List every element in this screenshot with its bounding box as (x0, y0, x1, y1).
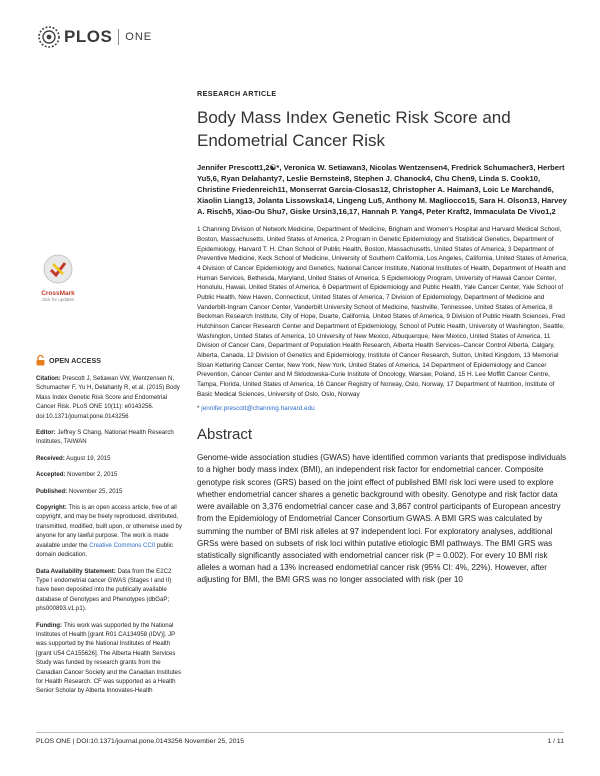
affiliations: 1 Channing Division of Network Medicine, Department of Medicine, Brigham and Women's Hospital and Harvard Medical School, Boston, Massachusetts, United States of America, 2 Program in Genetic Epidemiology and Statistical Genetics, Department of Epidemiology, Harvard T. H. Chan School of Public Health, Boston, Massachusetts, United States of America, 3 Department of Preventive Medicine, Keck School of Medicine, University of Southern California, Los Angeles, California, United States of America, 4 Division of Cancer Epidemiology and Genetics, National Cancer Institute, National Institutes of Health, Department of Health and Human Services, Bethesda, Maryland, United States of America, 5 Epidemiology Program, University of Hawaii Cancer Center, Honolulu, Hawaii, United States of America, 6 Department of Epidemiology and Public Health, Yale Cancer Center, Yale School of Public Health, New Haven, Connecticut, United States of America, 7 Division of Epidemiology, Department of Medicine and Vanderbilt-Ingram Cancer Center, Vanderbilt University School of Medicine, Nashville, Tennessee, United States of America, 8 Beckman Research Institute, City of Hope, Duarte, California, United States of America, 9 Division of Public Health Sciences, Fred Hutchinson Cancer Research Center and Department of Epidemiology, School of Public Health, University of Washington, Seattle, Washington, United States of America, 10 University of New Mexico, Albuquerque, New Mexico, United States of America, 11 Division of Cancer Care, Department of Population Health Research, Alberta Health Services–Cancer Control Alberta, Calgary, Alberta, Canada, 12 Division of Genetics and Epidemiology, Institute of Cancer Research, Sutton, United Kingdom, 13 Memorial Sloan Kettering Cancer Center, New York, New York, United States of America, 14 Department of Epidemiology and Cancer Prevention, Cancer Center and M Sklodowska-Curie Institute of Oncology, Warsaw, Poland, 15 H. Lee Moffitt Cancer Centre, Tampa, Florida, United States of America, 16 Cancer Registry of Norway, Oslo, Norway, 17 Department of Nutrition, Institute of Basic Medical Sciences, University of Oslo, Oslo, Norway (197, 226, 568, 398)
crossmark-badge[interactable] (36, 254, 80, 302)
accepted-label: Accepted: (36, 471, 66, 479)
copyright-label: Copyright: (36, 504, 67, 512)
article-main (197, 89, 569, 587)
funding-label: Funding: (36, 621, 63, 629)
received-date: August 19, 2015 (66, 454, 111, 462)
editor-label: Editor: (36, 429, 56, 437)
editor-text: Jeffrey S Chang, National Health Research Institutes, TAIWAN (36, 429, 174, 446)
accepted-date: November 2, 2015 (67, 471, 118, 479)
funding-text: This work was supported by the National Institutes of Health [grant R01 CA134958 (IDV)]. JP was supported by the National Institutes of Health [grant U54 CA155626]. The Alberta Health Services Study was funded by research grants from the Canadian Cancer Society and the Canadian Institutes for Health Research. CF was supported as a Health Senior Scholar by Alberta Innovates-Health (36, 621, 181, 695)
data-availability-block (36, 567, 184, 614)
corresponding-email (197, 405, 569, 412)
copyright-tail: public domain dedication. (36, 541, 173, 559)
published-label: Published: (36, 487, 68, 495)
crossmark-label: CrossMark (41, 290, 75, 297)
article-title: Body Mass Index Genetic Risk Score and Endometrial Cancer Risk (197, 108, 511, 150)
crossmark-icon (43, 254, 73, 284)
citation-text: Prescott J, Setiawan VW, Wentzensen N, Schumacher F, Yu H, Delahanty R, et al. (2015) Body Mass Index Genetic Risk Score and Endometrial Cancer Risk. PLoS ONE 10(11): e0143256. doi:10.1371/journal.pone.0143256 (36, 375, 180, 420)
article-type-label: RESEARCH ARTICLE (197, 89, 277, 98)
page-number: 1 / 11 (547, 738, 564, 745)
accepted-block (36, 470, 184, 479)
crossmark-sub: click for updates (41, 297, 75, 302)
email-link[interactable]: jennifer.prescott@channing.harvard.edu (201, 405, 315, 413)
plos-wordmark: PLOS (64, 27, 113, 46)
abstract-text: Genome-wide association studies (GWAS) have identified common variants that predispose individuals to a higher body mass index (BMI), an independent risk factor for endometrial cancer. Composite genotype risk scores (GRS) based on the joint effect of published BMI risk loci were used to explore whether endometrial cancer shares a genetic background with obesity. Genotype and risk factor data were available on 3,376 endometrial cancer case and 3,867 control participants of European ancestry from the Epidemiology of Endometrial Cancer Consortium GWAS. A BMI GRS was calculated by summing the number of BMI risk alleles at 97 independent loci. For exploratory analyses, additional GRSs were based on subsets of risk loci within putative etiologic BMI pathways. The BMI GRS was statistically significantly associated with endometrial cancer risk (P = 0.002). For every 10 BMI risk alleles a woman had a 13% increased endometrial cancer risk (95% CI: 4%, 22%). However, after adjusting for BMI, the BMI GRS was no longer associated with risk (per 10 (197, 453, 567, 585)
journal-name: ONE (125, 31, 153, 43)
footer-citation: PLOS ONE | DOI:10.1371/journal.pone.0143256 November 25, 2015 (36, 738, 245, 745)
funding-block (36, 621, 184, 696)
page-footer (36, 732, 564, 749)
cc0-link[interactable]: Creative Commons CC0 (89, 541, 156, 549)
open-lock-icon (36, 355, 45, 366)
logo-divider (118, 29, 119, 45)
data-availability-text: Data from the E2C2 Type I endometrial cancer GWAS (Stages I and II) have been deposited into the publically available database of Genotypes and Phenotypes (dbGaP; phs000893.v1.p1). (36, 567, 172, 613)
published-date: November 25, 2015 (68, 487, 123, 495)
abstract-heading: Abstract (197, 426, 253, 444)
article-sidebar (36, 355, 184, 703)
citation-block (36, 374, 184, 421)
open-access-badge (36, 355, 184, 366)
plos-logo[interactable] (38, 26, 152, 48)
citation-label: Citation: (36, 375, 61, 382)
plos-logo-icon (38, 26, 60, 48)
author-list: Jennifer Prescott1,2☯*, Veronica W. Setiawan3, Nicolas Wentzensen4, Fredrick Schumacher3, Herbert Yu5,6, Ryan Delahanty7, Leslie Bernstein8, Stephen J. Chanock4, Chu Chen9, Linda S. Cook10, Christine Friedenreich11, Monserrat Garcia-Closas12, Christopher A. Haiman3, Loic Le Marchand6, Xiaolin Liang13, Jolanta Lissowska14, Lingeng Lu5, Anthony M. Magliocco15, Sara H. Olson13, Harvey A. Risch5, Xiao-Ou Shu7, Giske Ursin3,16,17, Hannah P. Yang4, Peter Kraft2, Immaculata De Vivo1,2 (197, 163, 567, 217)
copyright-block (36, 503, 184, 559)
data-availability-label: Data Availability Statement: (36, 567, 116, 575)
email-star: * (197, 405, 200, 413)
received-block (36, 454, 184, 463)
editor-block (36, 428, 184, 447)
received-label: Received: (36, 454, 65, 462)
published-block (36, 487, 184, 496)
copyright-text: This is an open access article, free of all copyright, and may be freely reproduced, distributed, transmitted, modified, built upon, or otherwise used by anyone for any lawful purpose. The work is made available under the (36, 504, 182, 549)
open-access-label: OPEN ACCESS (49, 355, 102, 365)
